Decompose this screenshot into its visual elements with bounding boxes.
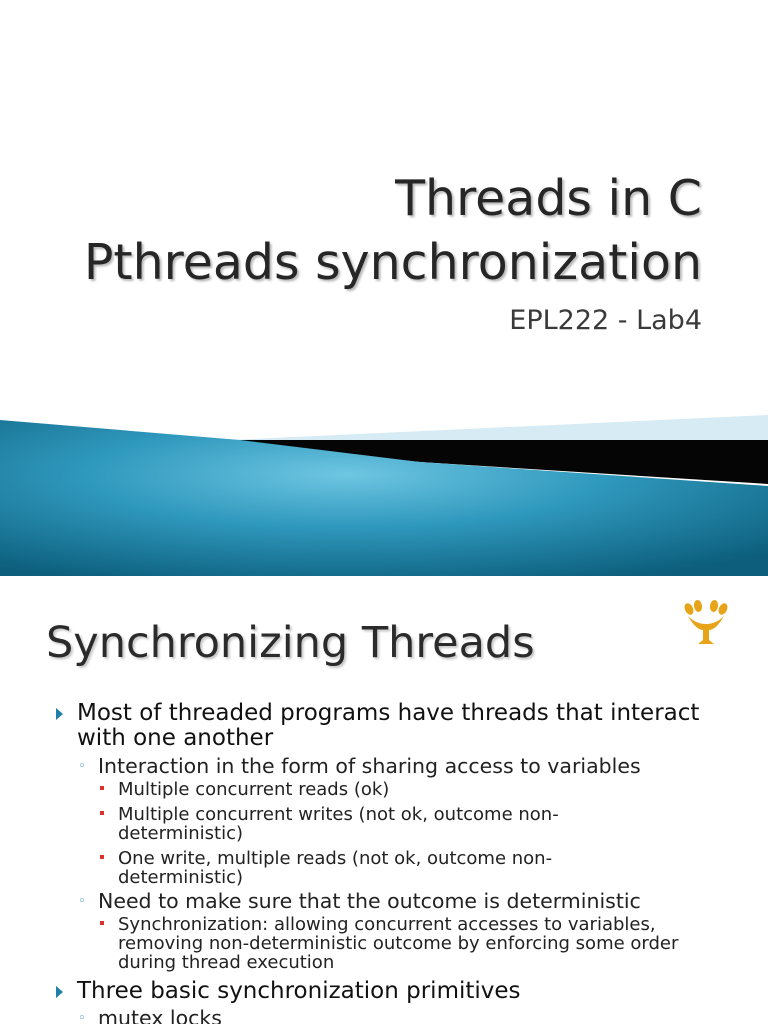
bullet-text: mutex locks — [98, 1006, 222, 1024]
bullet-circle-icon: ◦ — [78, 1011, 86, 1024]
slide-heading: Synchronizing Threads — [46, 618, 535, 668]
bullet-text: Three basic synchronization primitives — [77, 978, 521, 1004]
band-light-strip — [230, 415, 768, 440]
bullet-square-icon — [100, 811, 104, 815]
title-line-2: Pthreads synchronization — [83, 234, 702, 291]
title-line-1: Threads in C — [395, 170, 702, 227]
bullet-circle-icon: ◦ — [78, 759, 86, 774]
bullet-square-icon — [100, 786, 104, 790]
bullet-text: Most of threaded programs have threads that interact with one another — [77, 700, 700, 751]
bullet-circle-icon: ◦ — [78, 894, 86, 909]
bullet-text: Multiple concurrent reads (ok) — [118, 779, 390, 800]
bullet-text: Synchronization: allowing concurrent accesses to variables, removing non-deterministic outcome by enforcing some order during thread execution — [118, 914, 679, 973]
content-slide — [0, 576, 768, 1024]
bullet-square-icon — [100, 921, 104, 925]
bullet-arrow-icon — [56, 708, 63, 720]
bullet-text: Need to make sure that the outcome is deterministic — [98, 889, 641, 913]
bullet-text: One write, multiple reads (not ok, outcome non-deterministic) — [118, 848, 553, 888]
bullet-text: Interaction in the form of sharing access to variables — [98, 754, 641, 778]
bullet-text: Multiple concurrent writes (not ok, outcome non-deterministic) — [118, 804, 559, 844]
decorative-band — [0, 400, 768, 576]
bullet-arrow-icon — [56, 986, 63, 998]
bullet-square-icon — [100, 855, 104, 859]
subtitle: EPL222 - Lab4 — [509, 305, 702, 336]
university-logo-icon — [684, 600, 728, 646]
